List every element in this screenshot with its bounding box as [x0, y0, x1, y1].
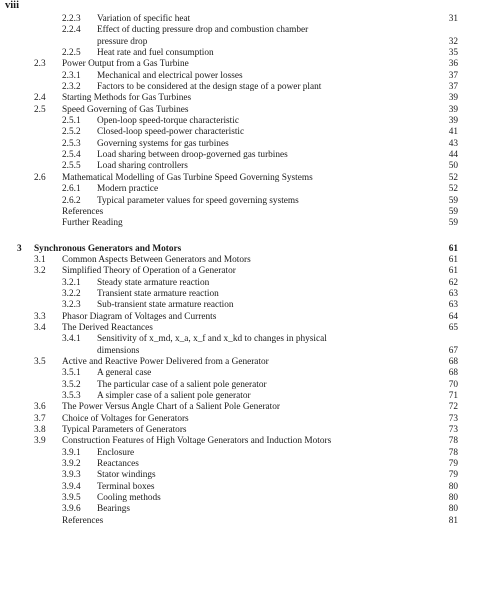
- toc-entry: [0, 14, 500, 25]
- toc-entry: [0, 448, 500, 459]
- toc-entry-title: A general case: [97, 368, 152, 379]
- toc-entry: [0, 414, 500, 425]
- toc-entry-page: 63: [448, 300, 458, 311]
- toc-entry: [0, 196, 500, 207]
- toc-entry-title: Factors to be considered at the design stage of a power plant: [97, 82, 322, 93]
- toc-entry-page: 72: [448, 402, 458, 413]
- toc-entry-page: 67: [448, 345, 458, 356]
- toc-entry: [0, 470, 500, 481]
- toc-entry-title: Transient state armature reaction: [97, 288, 219, 299]
- toc-entry-number: 3: [17, 243, 22, 254]
- toc-entry-page: 39: [448, 93, 458, 104]
- toc-entry: [0, 300, 500, 311]
- toc-entry-title: Governing systems for gas turbines: [97, 138, 229, 149]
- toc-entry-title: Typical parameter values for speed governing systems: [97, 195, 299, 206]
- toc-entry: [0, 139, 500, 150]
- toc-entry: [0, 71, 500, 82]
- toc-entry-number: 3.4.1: [62, 334, 81, 345]
- toc-entry-number: 2.6.1: [62, 184, 81, 195]
- toc-entry-title: Effect of ducting pressure drop and combustion chamber pressure drop: [97, 25, 309, 47]
- toc-entry: [0, 504, 500, 515]
- toc-entry-page: 39: [448, 104, 458, 115]
- toc-entry-page: 62: [448, 277, 458, 288]
- toc-entry-title: Heat rate and fuel consumption: [97, 48, 214, 59]
- toc-entry-title: Power Output from a Gas Turbine: [62, 59, 189, 70]
- toc-entry-number: 3.2.2: [62, 288, 81, 299]
- toc-entry: [0, 357, 500, 368]
- toc-entry: [0, 150, 500, 161]
- toc-entry-title: Construction Features of High Voltage Generators and Induction Motors: [62, 436, 332, 447]
- toc-entry: [0, 48, 500, 59]
- toc-entry: [0, 218, 500, 229]
- toc-entry: [0, 323, 500, 334]
- toc-entry: [0, 173, 500, 184]
- toc-entry: [0, 161, 500, 172]
- toc-entry: [0, 402, 500, 413]
- toc-entry-number: 2.5.5: [62, 161, 81, 172]
- toc-entry: [0, 127, 500, 138]
- toc-entry-number: 2.3.2: [62, 82, 81, 93]
- toc-entry-page: 78: [448, 447, 458, 458]
- toc-entry-page: 63: [448, 288, 458, 299]
- toc-entry-number: 3.9.5: [62, 493, 81, 504]
- toc-entry-number: 3.9.3: [62, 470, 81, 481]
- toc-entry-title: Sensitivity of x_md, x_a, x_f and x_kd to changes in physical dimensions: [97, 334, 327, 356]
- toc-entry-number: 3.5.1: [62, 368, 81, 379]
- toc-entry-page: 78: [448, 436, 458, 447]
- toc-entry-title: Cooling methods: [97, 493, 161, 504]
- toc-entry-page: 52: [448, 184, 458, 195]
- toc-entry-page: 73: [448, 425, 458, 436]
- toc-entry-page: 35: [448, 48, 458, 59]
- toc-entry-page: 79: [448, 470, 458, 481]
- toc-entry-number: 3.9.6: [62, 504, 81, 515]
- toc-entry-page: 50: [448, 161, 458, 172]
- toc-entry-title: Simplified Theory of Operation of a Generator: [62, 266, 236, 277]
- toc-entry-page: 80: [448, 493, 458, 504]
- toc-entry-page: 59: [448, 218, 458, 229]
- toc-entry: [0, 482, 500, 493]
- toc-entry-page: 39: [448, 116, 458, 127]
- toc-entry-page: 61: [448, 266, 458, 277]
- toc-entry-title: Reactances: [97, 459, 139, 470]
- toc-entry-number: 2.5.2: [62, 127, 81, 138]
- toc-entry-title: Phasor Diagram of Voltages and Currents: [62, 311, 217, 322]
- toc-entry-page: 70: [448, 379, 458, 390]
- toc-entry-title: The particular case of a salient pole generator: [97, 379, 267, 390]
- toc-entry: [0, 207, 500, 218]
- toc-entry-number: 2.3: [34, 59, 46, 70]
- toc-entry-title: The Derived Reactances: [62, 322, 153, 333]
- toc-entry-title: Modern practice: [97, 184, 159, 195]
- toc-entry-title: Speed Governing of Gas Turbines: [62, 104, 189, 115]
- toc-entry-page: 32: [448, 36, 458, 47]
- toc-entry-number: 3.3: [34, 311, 46, 322]
- table-of-contents: [0, 14, 500, 527]
- toc-entry-page: 68: [448, 368, 458, 379]
- toc-entry-page: 44: [448, 150, 458, 161]
- toc-entry-number: 3.5: [34, 356, 46, 367]
- toc-entry: [0, 82, 500, 93]
- toc-entry-number: 3.6: [34, 402, 46, 413]
- toc-entry: [0, 278, 500, 289]
- toc-entry-title: Mechanical and electrical power losses: [97, 70, 243, 81]
- toc-entry-title: Open-loop speed-torque characteristic: [97, 116, 239, 127]
- toc-entry-title: Load sharing controllers: [97, 161, 188, 172]
- toc-entry-number: 2.5.1: [62, 116, 81, 127]
- toc-entry-page: 31: [448, 14, 458, 24]
- toc-entry-page: 37: [448, 70, 458, 81]
- toc-entry: [0, 116, 500, 127]
- toc-entry-title: Active and Reactive Power Delivered from a Generator: [62, 356, 269, 367]
- toc-entry-title: Bearings: [97, 504, 131, 515]
- toc-entry-title: Further Reading: [62, 218, 123, 229]
- toc-entry-title: Stator windings: [97, 470, 156, 481]
- toc-entry-title: Typical Parameters of Generators: [62, 425, 187, 436]
- toc-entry-number: 2.2.3: [62, 14, 81, 24]
- toc-entry-number: 3.7: [34, 413, 46, 424]
- toc-entry-number: 3.9.4: [62, 481, 81, 492]
- toc-entry-number: 3.4: [34, 322, 46, 333]
- toc-entry-title: Choice of Voltages for Generators: [62, 413, 189, 424]
- toc-entry: [0, 493, 500, 504]
- toc-entry-number: 2.6.2: [62, 195, 81, 206]
- toc-entry-page: 41: [448, 127, 458, 138]
- toc-entry-number: 2.2.5: [62, 48, 81, 59]
- toc-entry-page: 37: [448, 82, 458, 93]
- toc-entry-page: 80: [448, 504, 458, 515]
- toc-entry-number: 3.9.2: [62, 459, 81, 470]
- toc-entry-title: Starting Methods for Gas Turbines: [62, 93, 192, 104]
- toc-entry-title: Common Aspects Between Generators and Motors: [62, 254, 251, 265]
- toc-entry-title: Mathematical Modelling of Gas Turbine Speed Governing Systems: [62, 172, 313, 183]
- toc-entry-page: 81: [448, 515, 458, 526]
- toc-entry-page: 61: [448, 254, 458, 265]
- toc-entry-page: 80: [448, 481, 458, 492]
- page-folio: viii: [5, 0, 20, 11]
- toc-entry-page: 65: [448, 322, 458, 333]
- toc-entry-page: 68: [448, 356, 458, 367]
- toc-entry: [0, 255, 500, 266]
- toc-entry: [0, 289, 500, 300]
- toc-entry-page: 71: [448, 391, 458, 401]
- toc-entry: [0, 25, 500, 48]
- toc-entry-title: Load sharing between droop-governed gas turbines: [97, 150, 288, 161]
- toc-entry-title: References: [62, 206, 104, 217]
- toc-entry-number: 3.8: [34, 425, 46, 436]
- toc-entry: [0, 184, 500, 195]
- toc-entry-title: References: [62, 515, 104, 526]
- toc-entry-title: Closed-loop speed-power characteristic: [97, 127, 245, 138]
- toc-entry: [0, 459, 500, 470]
- toc-entry-title: Steady state armature reaction: [97, 277, 210, 288]
- toc-entry-number: 3.9: [34, 436, 46, 447]
- toc-entry-number: 2.5.3: [62, 138, 81, 149]
- toc-entry-page: 73: [448, 413, 458, 424]
- toc-entry: [0, 244, 500, 255]
- toc-entry: [0, 312, 500, 323]
- toc-entry-number: 2.2.4: [62, 25, 81, 36]
- toc-entry: [0, 334, 500, 357]
- toc-entry: [0, 266, 500, 277]
- toc-entry-title: Enclosure: [97, 447, 135, 458]
- section-gap: [0, 230, 500, 244]
- toc-entry: [0, 59, 500, 70]
- toc-entry-number: 3.1: [34, 254, 46, 265]
- toc-entry-number: 3.2.1: [62, 277, 81, 288]
- toc-entry-page: 59: [448, 195, 458, 206]
- toc-entry-number: 3.5.3: [62, 391, 81, 401]
- toc-entry: [0, 93, 500, 104]
- toc-entry-title: Terminal boxes: [97, 481, 155, 492]
- toc-entry-number: 3.2: [34, 266, 46, 277]
- toc-entry: [0, 516, 500, 527]
- toc-entry-page: 59: [448, 206, 458, 217]
- toc-entry-page: 79: [448, 459, 458, 470]
- toc-entry: [0, 368, 500, 379]
- toc-entry-title-continued: pressure drop: [97, 36, 148, 47]
- toc-entry-number: 2.5: [34, 104, 46, 115]
- toc-entry-page: 64: [448, 311, 458, 322]
- toc-entry-title: Synchronous Generators and Motors: [34, 243, 182, 254]
- toc-entry-number: 2.3.1: [62, 70, 81, 81]
- toc-entry-page: 61: [448, 243, 458, 254]
- toc-entry: [0, 391, 500, 402]
- toc-entry-page: 36: [448, 59, 458, 70]
- toc-entry-page: 43: [448, 138, 458, 149]
- toc-entry-title: Variation of specific heat: [97, 14, 191, 24]
- toc-entry: [0, 436, 500, 447]
- toc-entry-number: 3.2.3: [62, 300, 81, 311]
- toc-entry-title-continued: dimensions: [97, 345, 140, 356]
- toc-entry: [0, 425, 500, 436]
- toc-entry-number: 3.9.1: [62, 447, 81, 458]
- toc-entry-title: A simpler case of a salient pole generator: [97, 391, 251, 401]
- toc-entry-number: 2.4: [34, 93, 46, 104]
- toc-entry-number: 2.6: [34, 172, 46, 183]
- toc-entry-number: 3.5.2: [62, 379, 81, 390]
- toc-entry: [0, 380, 500, 391]
- toc-entry-number: 2.5.4: [62, 150, 81, 161]
- toc-entry-page: 52: [448, 172, 458, 183]
- toc-entry-title: The Power Versus Angle Chart of a Salient Pole Generator: [62, 402, 280, 413]
- toc-entry-title: Sub-transient state armature reaction: [97, 300, 234, 311]
- toc-entry: [0, 105, 500, 116]
